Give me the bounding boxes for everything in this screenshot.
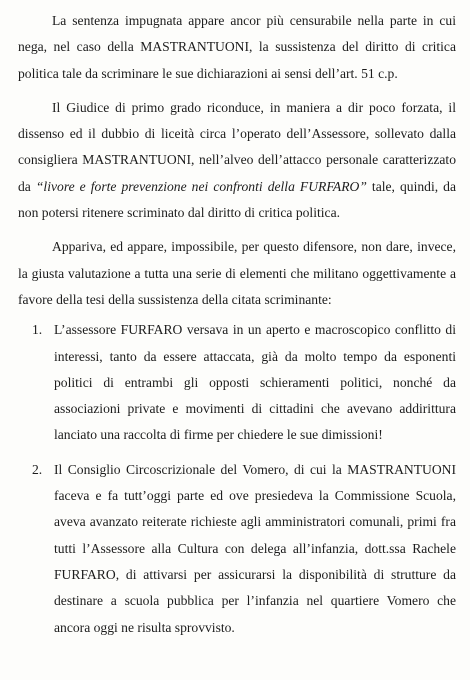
paragraph-1 (18, 8, 456, 87)
paragraph-1-text: La sentenza impugnata appare ancor più censurabile nella parte in cui nega, nel caso della MASTRANTUONI, la sussistenza del diritto di critica politica tale da scriminare le sue dichiarazioni ai sensi dell’art. 51 c.p. (18, 13, 456, 81)
paragraph-2-text-start: Il Giudice di primo grado riconduce, in maniera a dir poco forzata, il dissenso ed il dubbio di liceità circa l’operato dell’Assessore, sollevato dalla consigliera MASTRANTUONI, nell’alveo dell’attacco personale caratterizzato da (18, 99, 456, 194)
list-item-text: L’assessore FURFARO versava in un aperto e macroscopico conflitto di interessi, tanto da essere attaccata, già da molto tempo da esponenti politici di entrambi gli opposti schieramenti politici, nonché da associazioni private e movimenti di cittadini che avevano addirittura lanciato una raccolta di firme per chiedere le sue dimissioni! (54, 322, 456, 443)
paragraph-2-text-end: tale, quindi, da non potersi ritenere scriminato dal diritto di critica politica. (18, 178, 456, 221)
numbered-list (18, 317, 456, 641)
paragraph-3-text: Appariva, ed appare, impossibile, per questo difensore, non dare, invece, la giusta valutazione a tutta una serie di elementi che militano oggettivamente a favore della tesi della sussistenza della citata scriminante: (18, 239, 456, 307)
list-item-text: Il Consiglio Circoscrizionale del Vomero, di cui la MASTRANTUONI faceva e fa tutt’oggi parte ed ove presiedeva la Commissione Scuola, aveva avanzato reiterate richieste agli amministratori comunali, primi fra tutti l’Assessore alla Cultura con delega all’infanzia, dott.ssa Rachele FURFARO, di attivarsi per assicurarsi la disponibilità di strutture da destinare a scuola pubblica per l’infanzia nel quartiere Vomero che ancora oggi ne risulta sprovvisto. (54, 461, 456, 635)
paragraph-2-quote: “livore e forte prevenzione nei confronti della FURFARO” (35, 178, 367, 194)
paragraph-2 (18, 95, 456, 226)
list-item (18, 317, 456, 448)
list-item (18, 457, 456, 641)
list-item-number: 1. (32, 322, 43, 338)
paragraph-3 (18, 234, 456, 313)
list-item-number: 2. (32, 461, 43, 477)
